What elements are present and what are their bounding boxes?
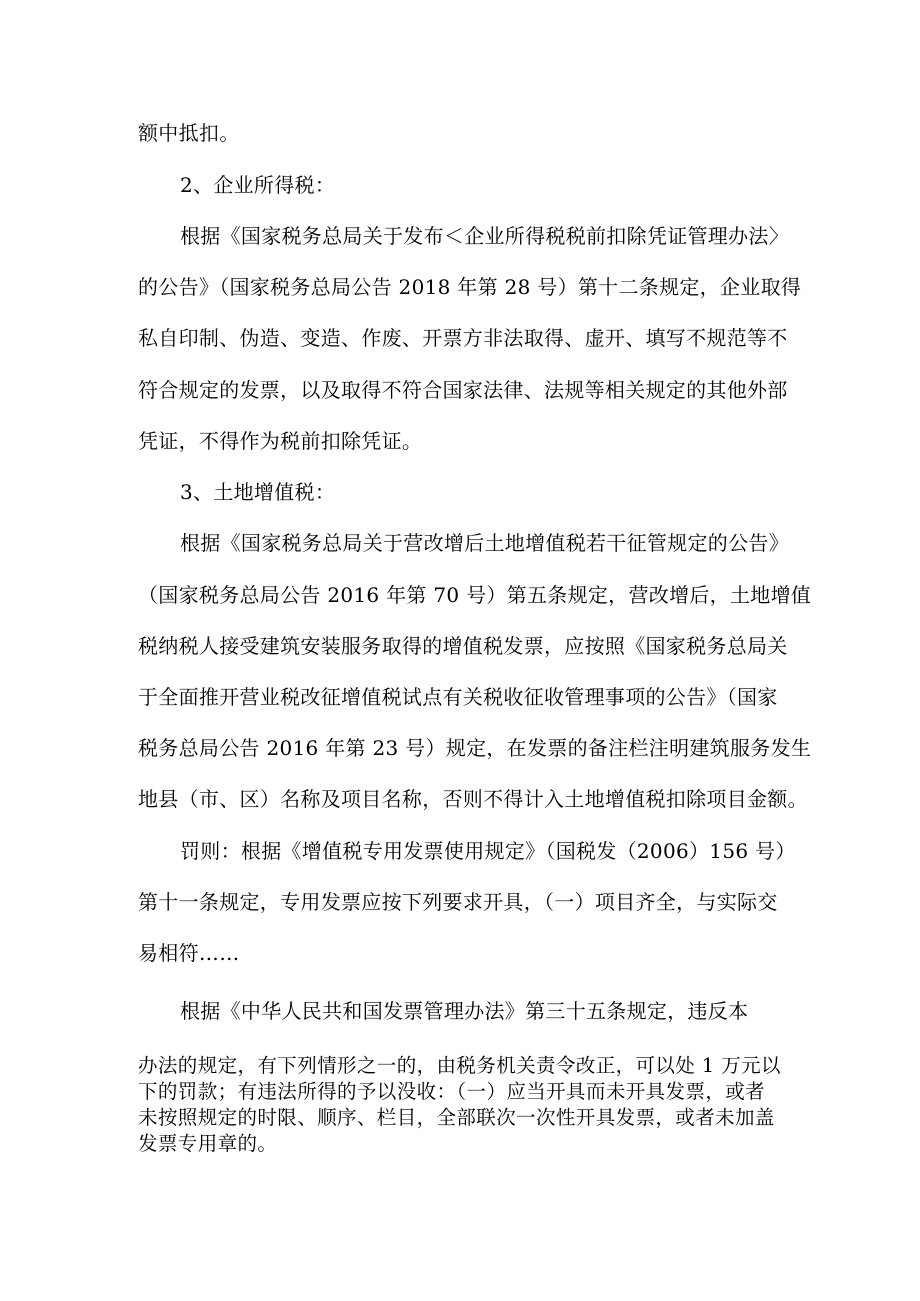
text-line-16: 第十一条规定，专用发票应按下列要求开具，（一）项目齐全，与实际交 — [138, 890, 778, 914]
text-line-17: 易相符…… — [138, 941, 240, 965]
text-line-5: 私自印制、伪造、变造、作废、开票方非法取得、虚开、填写不规范等不 — [138, 326, 788, 350]
text-line-15: 罚则：根据《增值税专用发票使用规定》（国税发（2006）156 号） — [180, 839, 796, 863]
section-heading-land-value-added-tax: 3、土地增值税： — [180, 480, 336, 504]
text-line-19: 办法的规定，有下列情形之一的，由税务机关责令改正，可以处 1 万元以 — [138, 1054, 781, 1077]
text-line-11: 税纳税人接受建筑安装服务取得的增值税发票，应按照《国家税务总局关 — [138, 634, 788, 658]
text-line-1: 额中抵扣。 — [138, 121, 240, 145]
text-line-18: 根据《中华人民共和国发票管理办法》第三十五条规定，违反本 — [180, 999, 749, 1023]
text-line-21: 未按照规定的时限、顺序、栏目，全部联次一次性开具发票，或者未加盖 — [138, 1106, 775, 1129]
text-line-4: 的公告》（国家税务总局公告 2018 年第 28 号）第十二条规定，企业取得 — [138, 275, 802, 299]
text-line-10: （国家税务总局公告 2016 年第 70 号）第五条规定，营改增后，土地增值 — [138, 583, 812, 607]
text-line-13: 税务总局公告 2016 年第 23 号）规定，在发票的备注栏注明建筑服务发生 — [138, 736, 812, 760]
text-line-12: 于全面推开营业税改征增值税试点有关税收征收管理事项的公告》（国家 — [138, 685, 778, 709]
text-line-22: 发票专用章的。 — [138, 1132, 278, 1155]
text-line-20: 下的罚款；有违法所得的予以没收：（一）应当开具而未开具发票，或者 — [138, 1080, 766, 1103]
text-line-9: 根据《国家税务总局关于营改增后土地增值税若干征管规定的公告》 — [180, 531, 789, 555]
text-line-6: 符合规定的发票，以及取得不符合国家法律、法规等相关规定的其他外部 — [138, 378, 788, 402]
text-line-14: 地县（市、区）名称及项目名称，否则不得计入土地增值税扣除项目金额。 — [138, 787, 808, 811]
text-line-3: 根据《国家税务总局关于发布＜企业所得税税前扣除凭证管理办法〉 — [180, 224, 789, 248]
section-heading-corporate-income-tax: 2、企业所得税： — [180, 173, 336, 197]
text-line-7: 凭证，不得作为税前扣除凭证。 — [138, 429, 423, 453]
